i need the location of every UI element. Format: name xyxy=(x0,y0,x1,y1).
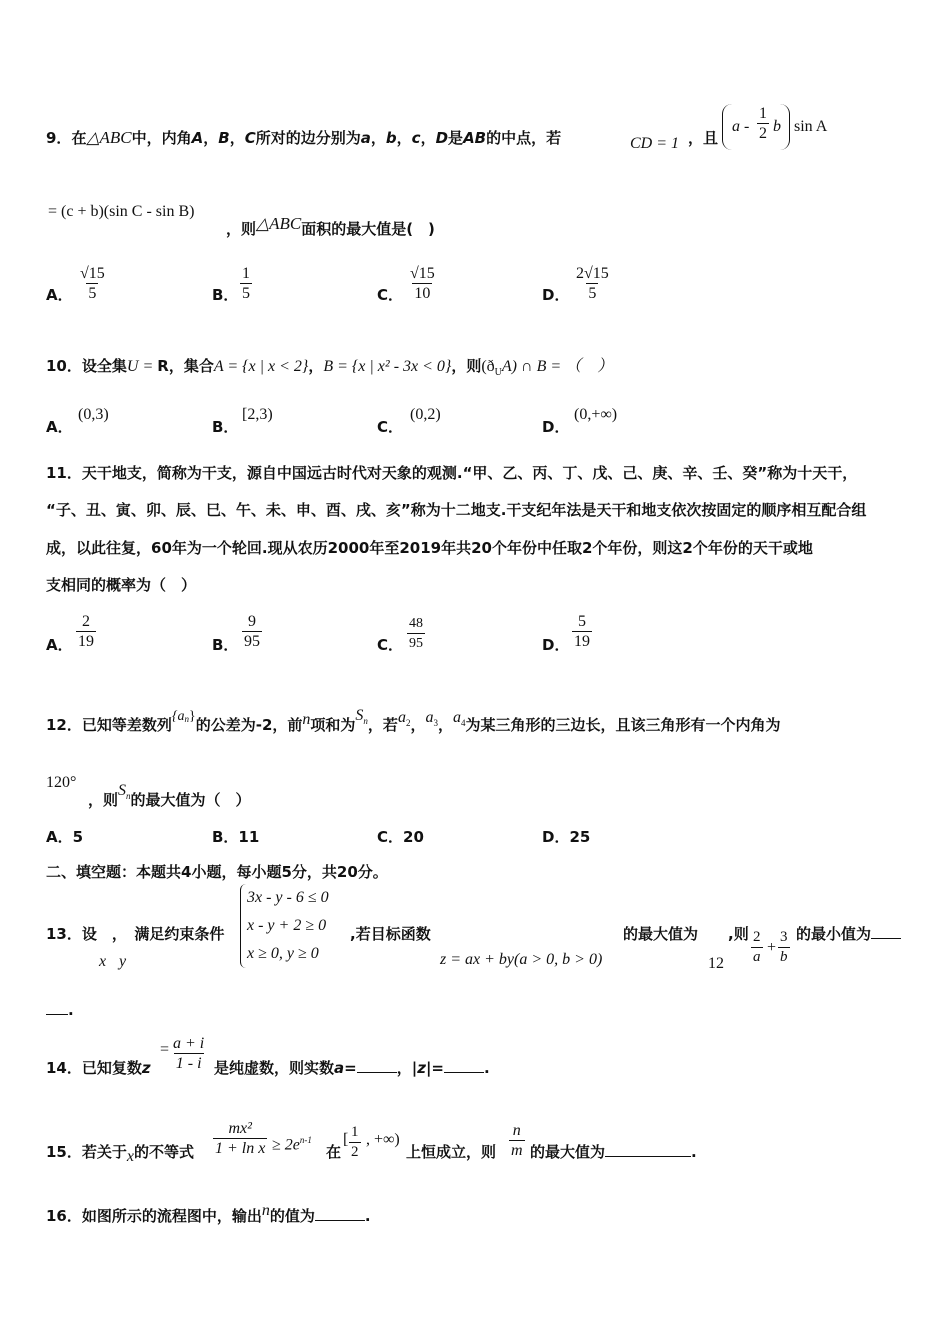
q15-number: 15． xyxy=(46,1143,82,1161)
q9-line2: ，则△ABC面积的最大值是( ) xyxy=(226,214,435,238)
q13-constraint-3: x ≥ 0, y ≥ 0 xyxy=(247,945,319,962)
q10-set-a: A = {x | x < 2} xyxy=(213,358,309,375)
q15-fraction: $\frac{\text{mx²}}{\text{1 + ln x}}$ xyxy=(215,1120,266,1157)
q16-number: 16． xyxy=(46,1207,82,1225)
section-heading: 二、填空题：本题共4小题，每小题5分，共20分。 xyxy=(46,863,388,881)
q10-option-d-label: D． xyxy=(542,418,570,436)
q12-option-c: C．20 xyxy=(377,828,424,846)
q13-y: y xyxy=(119,953,127,970)
q9-option-d-value: $\frac{2√15}{5}$ xyxy=(576,265,609,302)
q10-option-b-label: B． xyxy=(212,418,239,436)
q15-blank[interactable] xyxy=(605,1156,691,1157)
q9-option-c-value: $\frac{√15}{10}$ xyxy=(410,265,435,302)
q11-option-c-label: C． xyxy=(377,636,404,654)
q14-equals: = xyxy=(160,1041,170,1058)
q9-cond3: = (c + b)(sin C - sin B) xyxy=(48,203,195,220)
q11-option-b-value: $\frac{9}{95}$ xyxy=(244,613,260,650)
q13-max-value: 12 xyxy=(708,955,724,972)
q15-max-label: 的最大值为 . xyxy=(530,1143,697,1161)
q16-line: 16．如图所示的流程图中，输出n的值为 . xyxy=(46,1202,371,1225)
q14-line: 14．已知复数z xyxy=(46,1059,151,1077)
q16-blank[interactable] xyxy=(315,1220,365,1221)
q13-constraint-2: x - y + 2 ≥ 0 xyxy=(247,917,327,934)
q9-cond2-sin: sin A xyxy=(794,118,828,135)
q11-option-b-label: B． xyxy=(212,636,239,654)
q12-option-d: D．25 xyxy=(542,828,591,846)
q15-ratio: $\frac{n}{m}$ xyxy=(511,1122,523,1159)
q10-option-a-label: A． xyxy=(46,418,73,436)
q12-option-b: B．11 xyxy=(212,828,260,846)
q9-and: ，且 xyxy=(688,129,719,147)
q13-objective: z = ax + by(a > 0, b > 0) xyxy=(440,951,603,968)
q13-constraint-1: 3x - y - 6 ≤ 0 xyxy=(247,889,329,906)
q14-blank-a[interactable] xyxy=(357,1072,397,1073)
q14-blank-z[interactable] xyxy=(444,1072,484,1073)
q15-rhs: ≥ $2e^{n-1}$ xyxy=(272,1135,312,1154)
q13-line2: . xyxy=(46,1000,74,1020)
q11-option-a-label: A． xyxy=(46,636,73,654)
q11-line2: “子、丑、寅、卯、辰、巳、午、未、申、酉、戌、亥”称为十二地支.干支纪年法是天干和地支依次按固定的顺序相互配合组 xyxy=(46,501,867,519)
q11-option-d-label: D． xyxy=(542,636,570,654)
q13-max-label: 的最大值为 xyxy=(623,925,699,943)
q11-option-d-value: $\frac{5}{19}$ xyxy=(574,613,590,650)
q13-plus: + xyxy=(767,939,777,956)
q13-line: 13．设 ， 满足约束条件 xyxy=(46,925,225,943)
q15-then: 上恒成立，则 xyxy=(406,1143,497,1161)
q12-number: 12． xyxy=(46,716,82,734)
q13-x: x xyxy=(99,953,107,970)
q14-fraction: $\frac{a + i}{1 - i}$ xyxy=(173,1035,205,1072)
q10-option-c-value: (0,2) xyxy=(410,406,441,423)
q9-triangle: △ABC xyxy=(86,128,132,147)
q12-angle: 120° xyxy=(46,774,77,791)
q13-fraction-1: $\frac{2}{a}$ xyxy=(753,929,761,965)
q9-cond-cd: CD = 1 xyxy=(630,135,680,152)
q15-interval-fraction: $\frac{1}{2}$ xyxy=(351,1124,359,1160)
q15-on: 在 xyxy=(326,1143,342,1161)
q11-option-c-value: $\frac{48}{95}$ xyxy=(409,616,423,651)
q13-blank-2[interactable] xyxy=(46,1014,68,1015)
q15-interval-left: [ xyxy=(343,1131,349,1148)
q9-option-b-label: B． xyxy=(212,286,239,304)
q9-cond2-a: a - xyxy=(732,118,750,135)
q10-option-a-value: (0,3) xyxy=(78,406,109,423)
q15-interval-right: , +∞) xyxy=(366,1131,400,1148)
q11-option-a-value: $\frac{2}{19}$ xyxy=(78,613,94,650)
q9-option-b-value: $\frac{1}{5}$ xyxy=(242,265,250,302)
q13-constraint-system xyxy=(240,884,329,968)
q14-line-rest: 是纯虚数，则实数a= ，|z|= . xyxy=(214,1059,490,1077)
q12-option-a: A．5 xyxy=(46,828,84,846)
q9-option-d-label: D． xyxy=(542,286,570,304)
q9-option-c-label: C． xyxy=(377,286,404,304)
q13-blank-1[interactable] xyxy=(871,938,901,939)
q9-option-a-value: $\frac{√15}{5}$ xyxy=(80,265,105,302)
q9-number: 9． xyxy=(46,129,72,147)
q10-expression: A) ∩ B = （ ） xyxy=(501,358,614,375)
q10-set-b: B = {x | x² - 3x < 0} xyxy=(323,358,452,375)
q11-line4: 支相同的概率为（ ） xyxy=(46,576,197,594)
q10-option-c-label: C． xyxy=(377,418,404,436)
q12-line2: ，则$S_n$的最大值为（ ） xyxy=(88,782,251,809)
q10-line: 10．设全集U = R，集合A = {x | x < 2}，B = {x | x² - 3x < 0}，则$(ð_UA)$ ∩ B = （ ） xyxy=(46,357,614,378)
q10-option-d-value: (0,+∞) xyxy=(574,406,618,423)
q11-line1: 11．天干地支，简称为干支，源自中国远古时代对天象的观测.“甲、乙、丙、丁、戊、己、庚、辛、壬、癸”称为十天干， xyxy=(46,464,858,482)
q13-then: ,则 xyxy=(728,925,749,943)
q15-line: 15．若关于x的不等式 xyxy=(46,1143,195,1165)
q13-min-label: 的最小值为 xyxy=(796,924,901,944)
q13-number: 13． xyxy=(46,925,82,943)
q13-fraction-2: $\frac{3}{b}$ xyxy=(780,929,788,965)
q9-cond2-b: b xyxy=(773,118,781,135)
q9-line1: 9．在△ABC中，内角A，B，C所对的边分别为a，b，c，D是AB的中点，若 xyxy=(46,128,562,147)
q10-number: 10． xyxy=(46,357,82,375)
q12-line1: 12．已知等差数列$\{a_n\}$的公差为-2，前n项和为$S_n$，若$a_2$，$a_3$，$a_4$为某三角形的三边长，且该三角形有一个内角为 xyxy=(46,707,781,734)
q14-number: 14． xyxy=(46,1059,82,1077)
q10-option-b-value: [2,3) xyxy=(242,406,273,423)
q13-target-label: ,若目标函数 xyxy=(350,925,431,943)
q9-half-fraction: $\frac{1}{2}$ xyxy=(759,105,767,142)
q11-line3: 成，以此往复，60年为一个轮回.现从农历2000年至2019年共20个年份中任取2个年份，则这2个年份的天干或地 xyxy=(46,539,813,557)
q9-option-a-label: A． xyxy=(46,286,73,304)
